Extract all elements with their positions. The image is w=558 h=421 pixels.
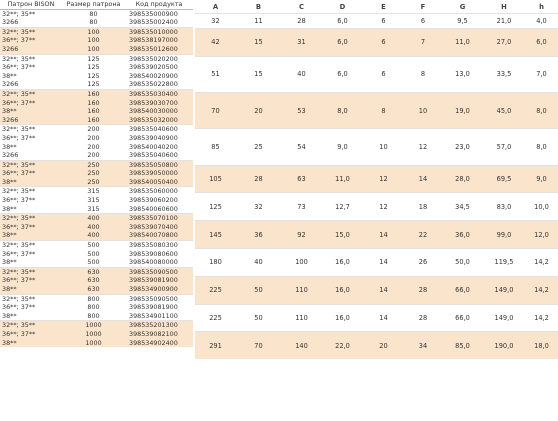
size-cell: 125 <box>62 54 125 63</box>
table-row <box>0 312 193 321</box>
dim-cell: 7,0 <box>525 56 558 92</box>
dim-cell: 15,0 <box>322 221 363 249</box>
dim-cell: 92 <box>281 221 322 249</box>
dim-cell: 14 <box>363 304 404 332</box>
dim-cell: 21,0 <box>483 14 525 29</box>
table-row <box>0 205 193 214</box>
header-dim: C <box>299 2 304 11</box>
dim-cell: 63 <box>281 165 322 193</box>
table-row <box>0 72 193 81</box>
table-row <box>0 134 193 143</box>
header-code: Код продукта <box>125 0 193 9</box>
size-cell: 1000 <box>62 321 125 330</box>
size-cell: 800 <box>87 311 100 320</box>
table-row <box>0 54 193 63</box>
chuck-cell: 38** <box>0 107 62 116</box>
size-cell: 160 <box>62 116 125 125</box>
dim-cell: 11,0 <box>322 165 363 193</box>
dim-cell: 83,0 <box>483 193 525 221</box>
dim-cell: 54 <box>281 129 322 165</box>
size-cell: 200 <box>87 142 100 151</box>
size-cell: 250 <box>62 169 125 178</box>
header-dim: E <box>381 2 386 11</box>
size-cell: 80 <box>89 18 98 27</box>
table-row <box>0 276 193 285</box>
table-row <box>0 330 193 339</box>
dim-cell: 25 <box>236 129 281 165</box>
code-cell: 398535022800 <box>129 80 178 89</box>
code-cell: 398535080300 <box>125 241 193 250</box>
dim-cell: 28 <box>236 165 281 193</box>
chuck-cell: 38** <box>2 311 17 320</box>
chuck-cell: 3266 <box>0 116 62 125</box>
code-cell: 398540060600 <box>129 204 178 213</box>
table-row <box>0 18 193 27</box>
size-cell: 630 <box>62 267 125 276</box>
dim-cell: 10 <box>404 92 442 128</box>
header-size: Размер патрона <box>62 0 125 9</box>
chuck-cell: 36**; 37** <box>0 223 62 232</box>
size-cell: 315 <box>87 196 100 205</box>
table-row <box>0 187 193 196</box>
table-row <box>195 56 558 92</box>
dim-cell: 15 <box>236 56 281 92</box>
dim-cell: 12,7 <box>322 193 363 221</box>
dim-cell: 50 <box>236 276 281 304</box>
table-row <box>195 129 558 165</box>
size-cell: 1000 <box>62 330 125 339</box>
size-cell: 400 <box>62 223 125 232</box>
table-row <box>0 143 193 152</box>
dim-cell: 6,0 <box>525 28 558 56</box>
chuck-cell: 3266 <box>2 151 19 160</box>
code-cell: 398540080000 <box>129 258 178 267</box>
chuck-cell: 3266 <box>0 45 62 54</box>
right-header-row <box>195 0 558 14</box>
code-cell: 398534902400 <box>125 339 193 348</box>
code-cell: 398535060000 <box>125 187 193 196</box>
dim-cell: 149,0 <box>483 304 525 332</box>
dim-cell: 10 <box>363 129 404 165</box>
table-row <box>0 223 193 232</box>
dim-cell: 28 <box>404 276 442 304</box>
table-row <box>0 178 193 187</box>
header-chuck: Патрон BISON <box>0 0 62 9</box>
table-row <box>0 36 193 45</box>
dim-cell: 20 <box>236 92 281 128</box>
dim-cell: 6 <box>363 28 404 56</box>
dim-cell: 180 <box>195 249 236 277</box>
size-cell: 100 <box>62 27 125 36</box>
chuck-cell: 32**; 35** <box>0 9 62 18</box>
chuck-cell: 38** <box>0 285 62 294</box>
table-row <box>0 231 193 240</box>
chuck-cell: 32**; 35** <box>0 294 62 303</box>
table-row <box>0 89 193 98</box>
chuck-cell: 32**; 35** <box>0 321 62 330</box>
dim-cell: 14,2 <box>525 304 558 332</box>
table-row <box>0 294 193 303</box>
dim-cell: 145 <box>195 221 236 249</box>
size-cell: 500 <box>87 258 100 267</box>
dim-cell: 12 <box>363 193 404 221</box>
dim-cell: 36 <box>236 221 281 249</box>
chuck-cell: 38** <box>0 231 62 240</box>
size-cell: 500 <box>87 249 100 258</box>
dim-cell: 8,0 <box>525 129 558 165</box>
chuck-cell: 38** <box>2 71 17 80</box>
dim-cell: 119,5 <box>483 249 525 277</box>
chuck-cell: 36**; 37** <box>0 169 62 178</box>
size-cell: 630 <box>62 285 125 294</box>
size-cell: 80 <box>62 9 125 18</box>
dim-cell: 51 <box>195 56 236 92</box>
dim-cell: 105 <box>195 165 236 193</box>
table-row <box>0 303 193 312</box>
size-cell: 100 <box>62 45 125 54</box>
size-cell: 160 <box>62 99 125 108</box>
chuck-code-table <box>0 0 193 347</box>
dim-cell: 110 <box>281 304 322 332</box>
table-row <box>195 332 558 359</box>
chuck-cell: 32**; 35** <box>0 214 62 223</box>
dim-cell: 20 <box>363 332 404 359</box>
dim-cell: 9,5 <box>442 14 483 29</box>
table-row <box>0 125 193 134</box>
size-cell: 250 <box>62 160 125 169</box>
table-row <box>0 169 193 178</box>
table-row <box>0 151 193 160</box>
dim-cell: 140 <box>281 332 322 359</box>
table-row <box>0 63 193 72</box>
dim-cell: 73 <box>281 193 322 221</box>
dim-cell: 225 <box>195 304 236 332</box>
dim-cell: 23,0 <box>442 129 483 165</box>
dim-cell: 16,0 <box>322 304 363 332</box>
code-cell: 398539070400 <box>125 223 193 232</box>
code-cell: 398540050400 <box>125 178 193 187</box>
code-cell: 398535032000 <box>125 116 193 125</box>
code-cell: 398535040600 <box>129 151 178 160</box>
dim-cell: 33,5 <box>483 56 525 92</box>
size-cell: 400 <box>62 214 125 223</box>
dim-cell: 28 <box>281 14 322 29</box>
code-cell: 398535090500 <box>125 267 193 276</box>
chuck-cell: 36**; 37** <box>2 63 36 72</box>
size-cell: 200 <box>87 133 100 142</box>
chuck-cell: 32**; 35** <box>0 125 62 134</box>
chuck-cell: 36**; 37** <box>0 276 62 285</box>
dim-cell: 110 <box>281 276 322 304</box>
dim-cell: 10,0 <box>525 193 558 221</box>
header-dim: h <box>539 2 544 11</box>
size-cell: 400 <box>62 231 125 240</box>
dim-cell: 8,0 <box>322 92 363 128</box>
chuck-cell: 32**; 35** <box>0 54 62 63</box>
dim-cell: 16,0 <box>322 276 363 304</box>
dim-cell: 9,0 <box>322 129 363 165</box>
size-cell: 125 <box>87 80 100 89</box>
size-cell: 630 <box>62 276 125 285</box>
size-cell: 500 <box>62 241 125 250</box>
chuck-cell: 36**; 37** <box>0 99 62 108</box>
dim-cell: 18,0 <box>525 332 558 359</box>
chuck-cell: 3266 <box>2 80 19 89</box>
code-cell: 398535010000 <box>125 27 193 36</box>
table-row <box>0 285 193 294</box>
chuck-cell: 36**; 37** <box>0 330 62 339</box>
chuck-cell: 36**; 37** <box>2 249 36 258</box>
dim-cell: 6,0 <box>322 56 363 92</box>
dim-cell: 69,5 <box>483 165 525 193</box>
chuck-cell: 32**; 35** <box>0 267 62 276</box>
dim-cell: 31 <box>281 28 322 56</box>
dim-cell: 27,0 <box>483 28 525 56</box>
header-dim: G <box>459 2 466 11</box>
table-row <box>0 214 193 223</box>
dim-cell: 66,0 <box>442 276 483 304</box>
table-row <box>0 241 193 250</box>
dim-cell: 14 <box>363 221 404 249</box>
table-row <box>0 250 193 259</box>
size-cell: 125 <box>87 63 100 72</box>
table-row <box>0 160 193 169</box>
dim-cell: 85 <box>195 129 236 165</box>
table-row <box>0 99 193 108</box>
code-cell: 398539082100 <box>125 330 193 339</box>
dim-cell: 7 <box>404 28 442 56</box>
table-row <box>0 27 193 36</box>
dim-cell: 22,0 <box>322 332 363 359</box>
dim-cell: 4,0 <box>525 14 558 29</box>
table-row <box>195 92 558 128</box>
dim-cell: 12,0 <box>525 221 558 249</box>
dim-cell: 14,2 <box>525 276 558 304</box>
dim-cell: 85,0 <box>442 332 483 359</box>
dim-cell: 291 <box>195 332 236 359</box>
code-cell: 398535090500 <box>125 294 193 303</box>
dim-cell: 28 <box>404 304 442 332</box>
dim-cell: 26 <box>404 249 442 277</box>
table-row <box>195 165 558 193</box>
code-cell: 398539050000 <box>125 169 193 178</box>
table-row <box>0 9 193 18</box>
dim-cell: 42 <box>195 28 236 56</box>
code-cell: 398539081900 <box>129 303 178 312</box>
dim-cell: 70 <box>195 92 236 128</box>
dim-cell: 36,0 <box>442 221 483 249</box>
code-cell: 398539081900 <box>125 276 193 285</box>
size-cell: 315 <box>87 204 100 213</box>
dim-cell: 57,0 <box>483 129 525 165</box>
chuck-cell: 32**; 35** <box>0 160 62 169</box>
dim-cell: 66,0 <box>442 304 483 332</box>
table-row <box>0 258 193 267</box>
chuck-cell: 36**; 37** <box>2 133 36 142</box>
dim-cell: 6,0 <box>322 14 363 29</box>
code-cell: 398535201300 <box>125 321 193 330</box>
code-cell: 398539020500 <box>129 63 178 72</box>
table-row <box>195 221 558 249</box>
code-cell: 398539060200 <box>129 196 178 205</box>
code-cell: 398539030700 <box>125 99 193 108</box>
chuck-cell: 38** <box>2 258 17 267</box>
dim-cell: 14,2 <box>525 249 558 277</box>
chuck-cell: 32**; 35** <box>0 241 62 250</box>
table-row <box>0 107 193 116</box>
dim-cell: 225 <box>195 276 236 304</box>
chuck-cell: 38** <box>2 142 17 151</box>
dim-cell: 6 <box>404 14 442 29</box>
table-row <box>195 14 558 29</box>
dim-cell: 45,0 <box>483 92 525 128</box>
table-row <box>0 196 193 205</box>
code-cell: 398540020900 <box>129 71 178 80</box>
table-row <box>195 304 558 332</box>
table-row <box>0 45 193 54</box>
code-cell: 398535002400 <box>129 18 178 27</box>
dim-cell: 32 <box>195 14 236 29</box>
chuck-cell: 32**; 35** <box>0 27 62 36</box>
dim-cell: 34 <box>404 332 442 359</box>
chuck-cell: 38** <box>0 339 62 348</box>
code-cell: 398535030400 <box>125 89 193 98</box>
code-cell: 398534900900 <box>125 285 193 294</box>
code-cell: 398535050800 <box>125 160 193 169</box>
size-cell: 100 <box>62 36 125 45</box>
code-cell: 398539080600 <box>129 249 178 258</box>
code-cell: 398540040200 <box>129 142 178 151</box>
dim-cell: 28,0 <box>442 165 483 193</box>
chuck-cell: 32**; 35** <box>0 89 62 98</box>
code-cell: 398535020200 <box>125 54 193 63</box>
header-dim: A <box>212 2 219 11</box>
chuck-cell: 38** <box>0 178 62 187</box>
dim-cell: 125 <box>195 193 236 221</box>
dim-cell: 12 <box>363 165 404 193</box>
header-dim: H <box>501 2 507 11</box>
dim-cell: 8,0 <box>525 92 558 128</box>
dim-cell: 15 <box>236 28 281 56</box>
dim-cell: 12 <box>404 129 442 165</box>
dim-cell: 8 <box>363 92 404 128</box>
size-cell: 800 <box>62 294 125 303</box>
dim-cell: 13,0 <box>442 56 483 92</box>
table-row <box>195 28 558 56</box>
code-cell: 398539040900 <box>129 133 178 142</box>
dim-cell: 16,0 <box>322 249 363 277</box>
chuck-cell: 36**; 37** <box>0 36 62 45</box>
code-cell: 398535040600 <box>125 125 193 134</box>
dim-cell: 8 <box>404 56 442 92</box>
size-cell: 200 <box>62 125 125 134</box>
table-row <box>0 339 193 348</box>
table-row <box>0 321 193 330</box>
chuck-cell: 36**; 37** <box>2 196 36 205</box>
table-row <box>195 249 558 277</box>
dim-cell: 14 <box>404 165 442 193</box>
code-cell: 398535012600 <box>125 45 193 54</box>
dim-cell: 19,0 <box>442 92 483 128</box>
header-dim: D <box>339 2 346 11</box>
dim-cell: 14 <box>363 276 404 304</box>
table-row <box>0 80 193 89</box>
size-cell: 250 <box>62 178 125 187</box>
size-cell: 1000 <box>62 339 125 348</box>
dim-cell: 149,0 <box>483 276 525 304</box>
dim-cell: 190,0 <box>483 332 525 359</box>
table-row <box>0 267 193 276</box>
dim-cell: 50 <box>236 304 281 332</box>
code-cell: 398534901100 <box>129 311 178 320</box>
header-dim: B <box>255 2 262 11</box>
dim-cell: 99,0 <box>483 221 525 249</box>
code-cell: 398540070800 <box>125 231 193 240</box>
size-cell: 800 <box>87 303 100 312</box>
dim-cell: 50,0 <box>442 249 483 277</box>
code-cell: 398540030000 <box>125 107 193 116</box>
table-row <box>195 193 558 221</box>
size-cell: 160 <box>62 89 125 98</box>
chuck-cell: 38** <box>2 204 17 213</box>
dim-cell: 6 <box>363 14 404 29</box>
size-cell: 160 <box>62 107 125 116</box>
dim-cell: 34,5 <box>442 193 483 221</box>
header-dim: F <box>420 2 426 11</box>
dim-cell: 22 <box>404 221 442 249</box>
chuck-cell: 3266 <box>2 18 19 27</box>
dim-cell: 6,0 <box>322 28 363 56</box>
dim-cell: 14 <box>363 249 404 277</box>
size-cell: 125 <box>87 71 100 80</box>
dim-cell: 32 <box>236 193 281 221</box>
dim-cell: 40 <box>281 56 322 92</box>
size-cell: 200 <box>87 151 100 160</box>
dim-cell: 18 <box>404 193 442 221</box>
dim-cell: 6 <box>363 56 404 92</box>
code-cell: 398535070100 <box>125 214 193 223</box>
left-header-row <box>0 0 193 9</box>
code-cell: 398535000900 <box>125 9 193 18</box>
chuck-cell: 32**; 35** <box>0 187 62 196</box>
table-row <box>0 116 193 125</box>
table-row <box>195 276 558 304</box>
dim-cell: 70 <box>236 332 281 359</box>
dim-cell: 40 <box>236 249 281 277</box>
dim-cell: 100 <box>281 249 322 277</box>
dimension-table <box>195 0 558 359</box>
dim-cell: 11 <box>236 14 281 29</box>
dim-cell: 53 <box>281 92 322 128</box>
dim-cell: 11,0 <box>442 28 483 56</box>
chuck-cell: 36**; 37** <box>2 303 36 312</box>
size-cell: 315 <box>62 187 125 196</box>
dim-cell: 9,0 <box>525 165 558 193</box>
code-cell: 398538197000 <box>125 36 193 45</box>
